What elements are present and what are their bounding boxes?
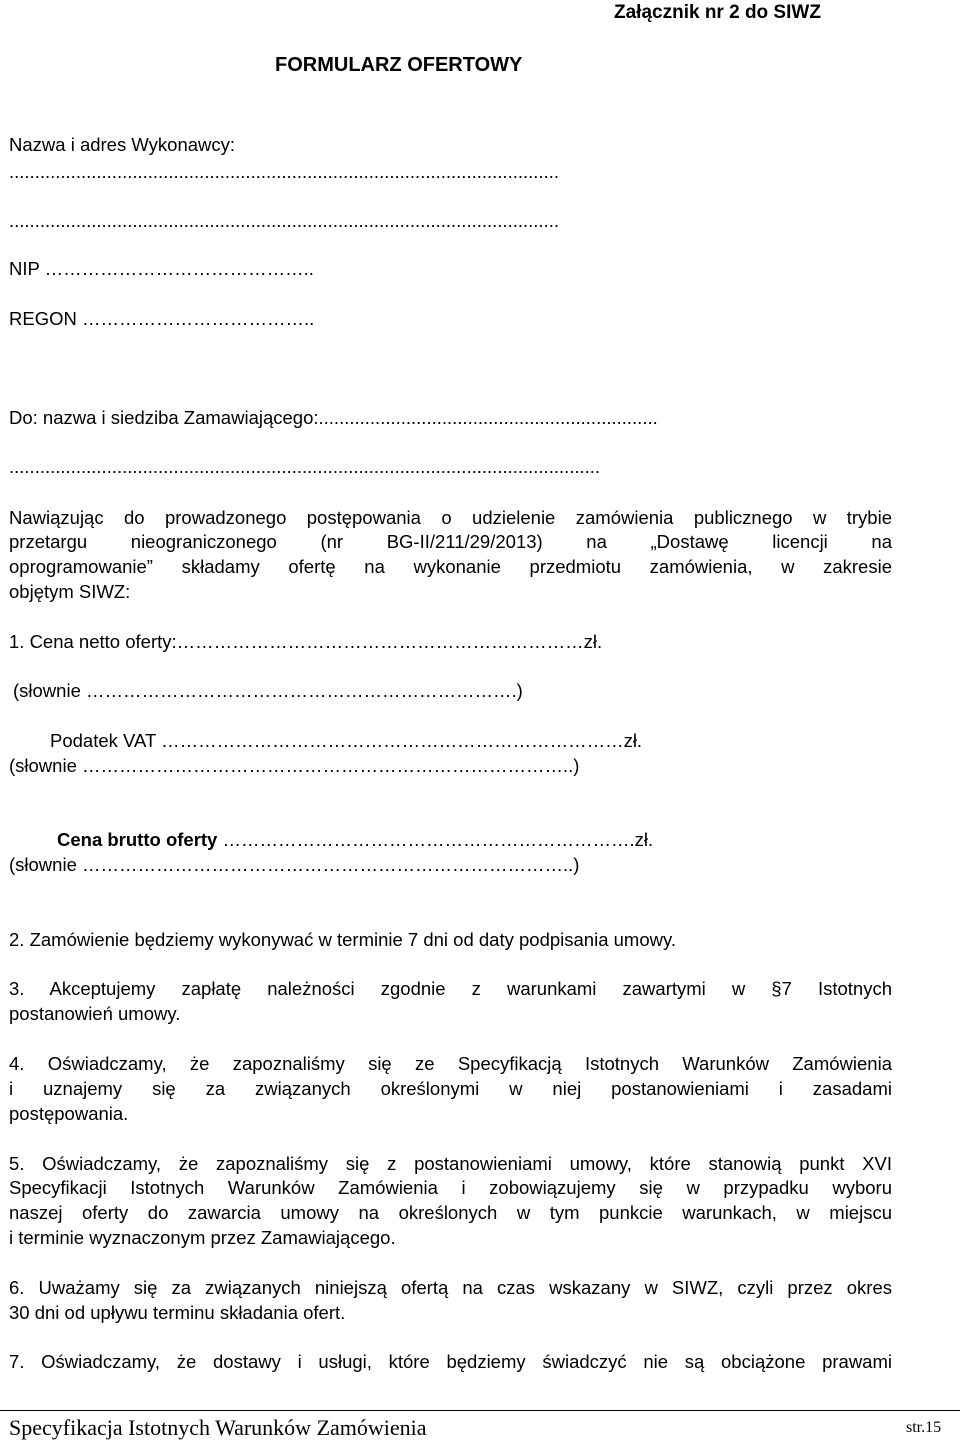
point-3-line: 3. Akceptujemy zapłatę należności zgodnie z warunkami zawartymi w §7 Istotnych: [9, 978, 892, 999]
vat-words: (słownie ……………………………………………………………………..): [9, 755, 580, 776]
point-4-line: i uznajemy się za związanych określonymi w niej postanowieniami i zasadami: [9, 1078, 892, 1099]
point-2: 2. Zamówienie będziemy wykonywać w terminie 7 dni od daty podpisania umowy.: [9, 929, 677, 950]
point-5-line: 5. Oświadczamy, że zapoznaliśmy się z postanowieniami umowy, które stanowią punkt XVI: [9, 1153, 892, 1174]
point-4-line: postępowania.: [9, 1103, 129, 1124]
client-label: Do: nazwa i siedziba Zamawiającego:..................................................................: [9, 407, 658, 428]
gross-price-line: [57, 828, 653, 852]
nip-field: NIP ……………………………………..: [9, 258, 314, 279]
point-5-line: Specyfikacji Istotnych Warunków Zamówienia i zobowiązujemy się w przypadku wyboru: [9, 1177, 892, 1198]
page-title: FORMULARZ OFERTOWY: [275, 54, 523, 76]
point-5-line: naszej oferty do zawarcia umowy na określonych w tym punkcie warunkach, w miejscu: [9, 1202, 892, 1223]
attachment-label: Załącznik nr 2 do SIWZ: [614, 2, 821, 23]
net-price-words: (słownie …………………………………………………………….): [13, 680, 523, 701]
intro-line: Nawiązując do prowadzonego postępowania o udzielenie zamówienia publicznego w trybie: [9, 507, 892, 528]
point-7-line: 7. Oświadczamy, że dostawy i usługi, które będziemy świadczyć nie są obciążone prawami: [9, 1351, 892, 1372]
client-dots-line: ...................................................................................................................: [9, 456, 601, 477]
page-number: str.15: [906, 1419, 942, 1436]
intro-line: przetargu nieograniczonego (nr BG-II/211/29/2013) na „Dostawę licencji na: [9, 531, 892, 552]
point-3-line: postanowień umowy.: [9, 1003, 181, 1024]
contractor-label: Nazwa i adres Wykonawcy:: [9, 134, 236, 155]
footer-divider: [0, 1410, 960, 1411]
gross-price-words: (słownie ……………………………………………………………………..): [9, 854, 580, 875]
regon-field: REGON ………………………………..: [9, 308, 315, 329]
net-price-line: 1. Cena netto oferty:…………………………………………………………zł.: [9, 631, 603, 652]
point-6-line: 6. Uważamy się za związanych niniejszą ofertą na czas wskazany w SIWZ, czyli przez okres: [9, 1277, 892, 1298]
footer-title: Specyfikacja Istotnych Warunków Zamówienia: [9, 1415, 427, 1440]
intro-line: oprogramowanie” składamy ofertę na wykonanie przedmiotu zamówienia, w zakresie: [9, 556, 892, 577]
point-6-line: 30 dni od upływu terminu składania ofert.: [9, 1302, 346, 1323]
vat-line: Podatek VAT …………………………………………………………………zł.: [50, 730, 643, 751]
point-4-line: 4. Oświadczamy, że zapoznaliśmy się ze Specyfikacją Istotnych Warunków Zamówienia: [9, 1053, 892, 1074]
contractor-dots-line: ...........................................................................................................: [9, 210, 559, 231]
contractor-dots-line: ...........................................................................................................: [9, 161, 559, 182]
gross-price-label: Cena brutto oferty: [57, 829, 218, 850]
point-5-line: i terminie wyznaczonym przez Zamawiającego.: [9, 1227, 396, 1248]
intro-line: objętym SIWZ:: [9, 581, 131, 602]
gross-price-dots: ………………………………………………………….zł.: [217, 829, 654, 850]
